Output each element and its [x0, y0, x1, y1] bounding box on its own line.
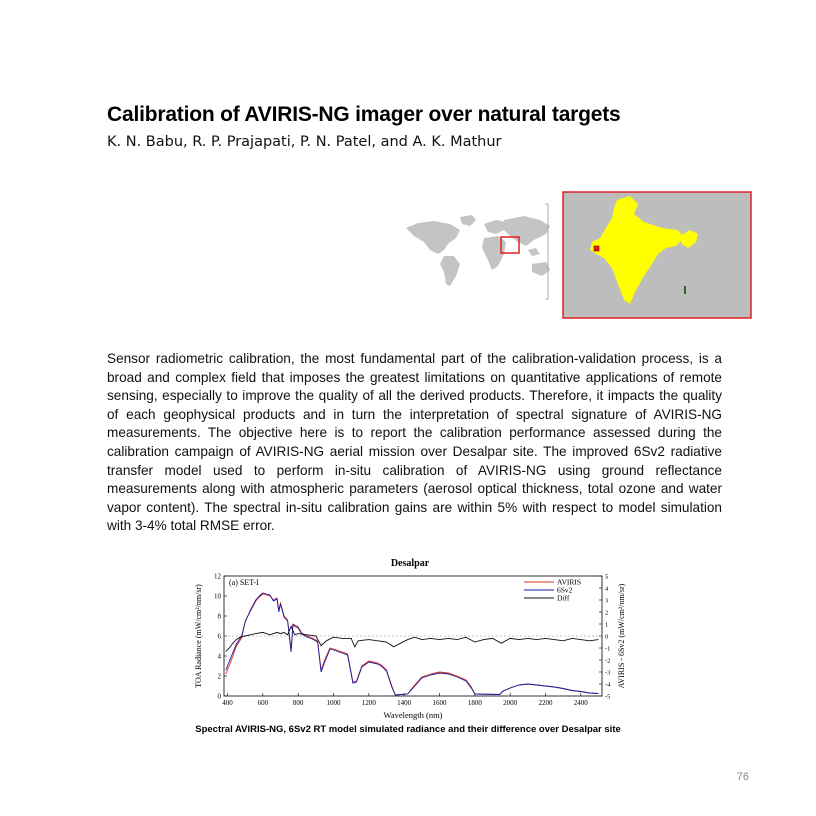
location-map-figure — [400, 190, 752, 322]
y2-tick-label: 5 — [605, 573, 609, 581]
series-line-6sv2 — [226, 593, 599, 695]
paper-title: Calibration of AVIRIS-NG imager over natural targets — [107, 103, 621, 126]
paper-authors: K. N. Babu, R. P. Prajapati, P. N. Patel, and A. K. Mathur — [107, 134, 502, 150]
world-map-north-america — [406, 221, 460, 254]
y-tick-label: 6 — [217, 632, 221, 641]
world-map-australia — [532, 262, 550, 276]
x-tick-label: 1400 — [397, 699, 412, 707]
map-connector-bracket — [545, 204, 548, 299]
world-map-greenland — [460, 215, 476, 226]
series-layer — [226, 593, 599, 695]
radiance-chart — [190, 555, 630, 723]
y2-tick-label: 2 — [605, 609, 609, 617]
chart-legend — [524, 578, 581, 603]
y2-axis-label: AVIRIS - 6Sv2 (mW/cm²/nm/sr) — [617, 583, 626, 689]
chart-title: Desalpar — [390, 558, 430, 569]
world-map-europe — [484, 220, 506, 234]
legend-label: Diff — [557, 593, 570, 603]
right-y-ticks — [599, 574, 611, 701]
y2-tick-label: 1 — [605, 621, 609, 629]
x-tick-label: 800 — [292, 699, 304, 707]
world-map-southeast-asia — [528, 248, 540, 256]
y2-tick-label: -2 — [605, 657, 611, 665]
left-y-ticks — [214, 573, 227, 701]
x-tick-label: 2200 — [538, 699, 553, 707]
andaman-islands — [684, 286, 686, 294]
x-tick-label: 2000 — [503, 699, 518, 707]
y-tick-label: 12 — [214, 572, 221, 581]
y-tick-label: 0 — [217, 692, 221, 701]
y2-tick-label: -1 — [605, 645, 611, 653]
y-tick-label: 8 — [217, 612, 221, 621]
x-ticks — [222, 693, 588, 707]
figure-caption: Spectral AVIRIS-NG, 6Sv2 RT model simulated radiance and their difference over Desalpar site — [195, 724, 621, 735]
y2-tick-label: -5 — [605, 693, 611, 701]
world-map-south-america — [440, 256, 460, 286]
series-line-diff — [226, 626, 599, 651]
x-tick-label: 1800 — [467, 699, 482, 707]
legend-label: AVIRIS — [557, 577, 582, 587]
x-tick-label: 600 — [257, 699, 269, 707]
legend-label: 6Sv2 — [557, 585, 573, 595]
panel-label: (a) SET-I — [229, 578, 259, 587]
india-inset-map — [563, 192, 751, 318]
x-tick-label: 1600 — [432, 699, 447, 707]
x-axis-label: Wavelength (nm) — [383, 710, 443, 720]
y-axis-label: TOA Radiance (mW/cm²/nm/sr) — [194, 584, 203, 688]
y2-tick-label: -4 — [605, 681, 611, 689]
x-tick-label: 1000 — [326, 699, 341, 707]
y-tick-label: 4 — [217, 652, 221, 661]
y-tick-label: 10 — [214, 592, 221, 601]
y2-tick-label: -3 — [605, 669, 611, 677]
x-tick-label: 400 — [222, 699, 233, 707]
x-tick-label: 2400 — [573, 699, 588, 707]
y2-tick-label: 3 — [605, 597, 609, 605]
desalpar-site-marker — [594, 246, 599, 251]
paper-abstract: Sensor radiometric calibration, the most fundamental part of the calibration-validation process, is a broad and complex field that imposes the greatest limitations on quantitative applications of remote sensing, especially to improve the quality of all the derived products. Therefore, it impacts the quality of each geophysical products and in turn the interpretation of spectral signature of AVIRIS-NG measurements. The objective here is to report the calibration performance assessed during the calibration campaign of AVIRIS-NG aerial mission over Desalpar site. The improved 6Sv2 radiative transfer model used to perform in-situ calibration of AVIRIS-NG using ground reflectance measurements along with atmospheric parameters (aerosol optical thickness, total ozone and water vapor content). The spectral in-situ calibration gains are within 5% with respect to model simulation with 3-4% total RMSE error. — [107, 351, 722, 534]
y2-tick-label: 4 — [605, 585, 609, 593]
y2-tick-label: 0 — [605, 633, 609, 641]
world-map — [406, 204, 550, 299]
y-tick-label: 2 — [217, 672, 221, 681]
world-map-asia — [504, 216, 550, 246]
x-tick-label: 1200 — [361, 699, 376, 707]
page-number: 76 — [736, 771, 749, 783]
